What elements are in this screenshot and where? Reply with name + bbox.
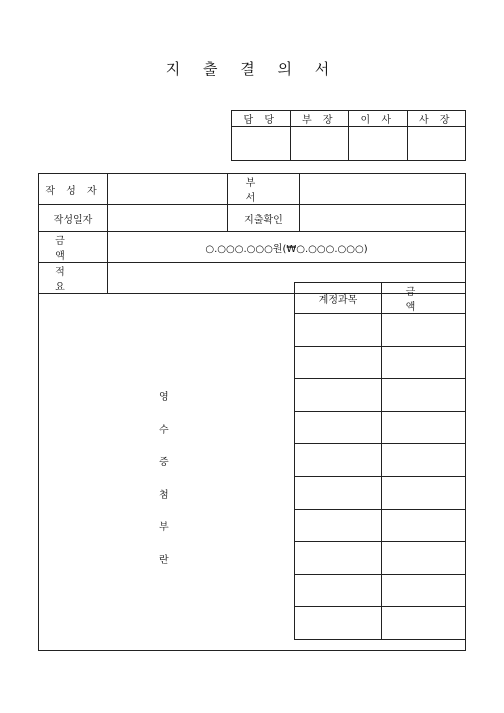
account-row-5-name[interactable] xyxy=(295,444,382,477)
account-row-9-amount[interactable] xyxy=(382,574,466,607)
writer-field[interactable] xyxy=(108,174,228,205)
approval-header-manager: 담 당 xyxy=(232,111,291,127)
account-amount-header: 금 액 xyxy=(382,283,466,314)
account-row-8-name[interactable] xyxy=(295,542,382,575)
approval-header-president: 사 장 xyxy=(407,111,466,127)
account-row-3-amount[interactable] xyxy=(382,379,466,412)
writer-label: 작 성 자 xyxy=(39,174,108,205)
approval-sign-president[interactable] xyxy=(407,127,466,161)
account-row-8-amount[interactable] xyxy=(382,542,466,575)
summary-label: 적 요 xyxy=(39,263,108,294)
account-row-7-amount[interactable] xyxy=(382,509,466,542)
attach-char-2: 수 xyxy=(159,424,169,436)
account-row-1-name[interactable] xyxy=(295,314,382,347)
account-row-2-name[interactable] xyxy=(295,346,382,379)
approval-sign-board[interactable] xyxy=(349,127,408,161)
account-row-10-name[interactable] xyxy=(295,607,382,640)
approval-table xyxy=(231,110,466,161)
account-row-5-amount[interactable] xyxy=(382,444,466,477)
account-row-3-name[interactable] xyxy=(295,379,382,412)
approval-sign-manager[interactable] xyxy=(232,127,291,161)
attach-char-5: 부 xyxy=(159,522,169,533)
approval-header-director: 부 장 xyxy=(290,111,349,127)
date-field[interactable] xyxy=(108,205,228,232)
expense-confirm-field[interactable] xyxy=(300,205,466,232)
attach-char-6: 란 xyxy=(159,554,169,566)
account-row-6-name[interactable] xyxy=(295,476,382,509)
receipt-attach-label xyxy=(159,388,169,583)
account-row-10-amount[interactable] xyxy=(382,607,466,640)
amount-field[interactable]: ○.○○○.○○○원(₩○.○○○.○○○) xyxy=(108,232,466,263)
account-row-2-amount[interactable] xyxy=(382,346,466,379)
department-field[interactable] xyxy=(300,174,466,205)
account-header: 계정과목 xyxy=(295,283,382,314)
account-table xyxy=(294,282,466,640)
account-row-4-amount[interactable] xyxy=(382,411,466,444)
account-row-7-name[interactable] xyxy=(295,509,382,542)
amount-label: 금 액 xyxy=(39,232,108,263)
account-row-4-name[interactable] xyxy=(295,411,382,444)
attach-char-1: 영 xyxy=(159,392,169,403)
attach-char-3: 증 xyxy=(159,457,169,468)
document-title: 지 출 결 의 서 xyxy=(165,60,339,78)
attach-char-4: 첨 xyxy=(159,489,169,501)
account-row-1-amount[interactable] xyxy=(382,314,466,347)
department-label: 부 서 xyxy=(228,174,300,205)
approval-header-board: 이 사 xyxy=(349,111,408,127)
approval-sign-director[interactable] xyxy=(290,127,349,161)
account-row-6-amount[interactable] xyxy=(382,476,466,509)
date-label: 작성일자 xyxy=(39,205,108,232)
expense-confirm-label: 지출확인 xyxy=(228,205,300,232)
account-row-9-name[interactable] xyxy=(295,574,382,607)
